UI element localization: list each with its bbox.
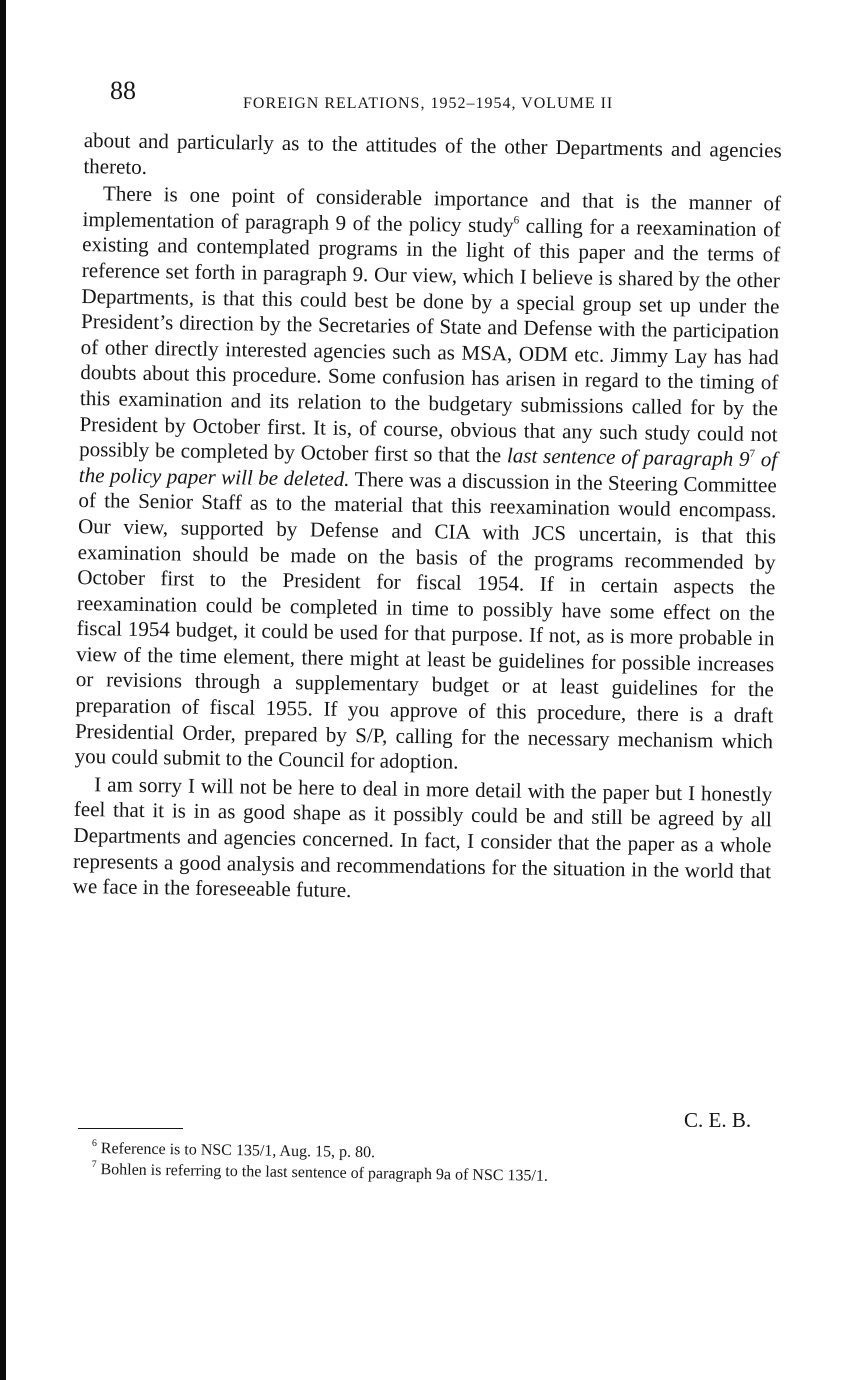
footnote-divider: [78, 1128, 183, 1129]
signature-initials: C. E. B.: [684, 1108, 752, 1132]
letter-body: [73, 128, 782, 910]
footnote-number: 7: [91, 1158, 97, 1171]
closing-paragraph: I am sorry I will not be here to deal in more detail with the paper but I honestly feel that it is in as good shape as it possibly could be and still be agreed by all Departments and agencies concerned. In fact, I consider that the paper as a whole represents a good analysis and recommendations for the situation in the world that we face in the foreseeable future.: [72, 772, 773, 903]
running-head: FOREIGN RELATIONS, 1952–1954, VOLUME II: [243, 95, 614, 112]
paragraph-text-part-2: calling for a reexamination of existing and contemplated programs in the light of this paper and the terms of reference set forth in paragraph 9. Our view, which I believe is shared by the other Departments, is that this could best be done by a special group set up under the President’s direction by the Secretaries of State and Defense with the participation of other directly interested agencies such as MSA, ODM etc. Jimmy Lay has had doubts about this procedure. Some confusion has arisen in regard to the timing of this examination and its relation to the budgetary submissions called for by the President by October first. It is, of course, obvious that any such study could not possibly be completed by October first so that the: [79, 213, 781, 468]
italic-phrase-deleted: of the policy paper will be deleted.: [78, 447, 778, 491]
page-number: 88: [110, 76, 136, 105]
footnote-text: Reference is to NSC 135/1, Aug. 15, p. 80.: [96, 1140, 376, 1162]
footnote-number: 6: [91, 1138, 97, 1150]
footnote-text: Bohlen is referring to the last sentence of paragraph 9a of NSC 135/1.: [96, 1161, 549, 1185]
paragraph-text-part-3: There was a discussion in the Steering Committee of the Senior Staff as to the material that this reexamination would encompass. Our view, supported by Defense and CIA with JCS uncertain, is that this examination should be made on the basis of the programs recommended by October first to the President for fiscal 1954. If in certain aspects the reexamination could be completed in time to possibly have some effect on the fiscal 1954 budget, it could be used for that purpose. If not, as is more probable in view of the time element, there might at least be guidelines for possible increases or revisions through a supplementary budget or at least guidelines for the preparation of fiscal 1955. If you approve of this procedure, there is a draft Presidential Order, prepared by S/P, calling for the necessary mechanism which you could submit to the Council for adoption.: [74, 466, 777, 774]
paragraph-text-part-1: There is one point of considerable importance and that is the manner of implementation of paragraph 9 of the policy study: [82, 181, 782, 238]
footnote-reference-6[interactable]: 6: [513, 214, 520, 227]
page-binding-edge: [0, 0, 6, 1380]
implementation-paragraph: [74, 181, 781, 780]
italic-phrase-paragraph-reference: last sentence of paragraph 9: [506, 443, 750, 472]
footnote-reference-7[interactable]: 7: [749, 448, 756, 461]
footnotes: [91, 1138, 712, 1189]
continued-paragraph: about and particularly as to the attitudes of the other Departments and agencies thereto.: [83, 128, 782, 179]
